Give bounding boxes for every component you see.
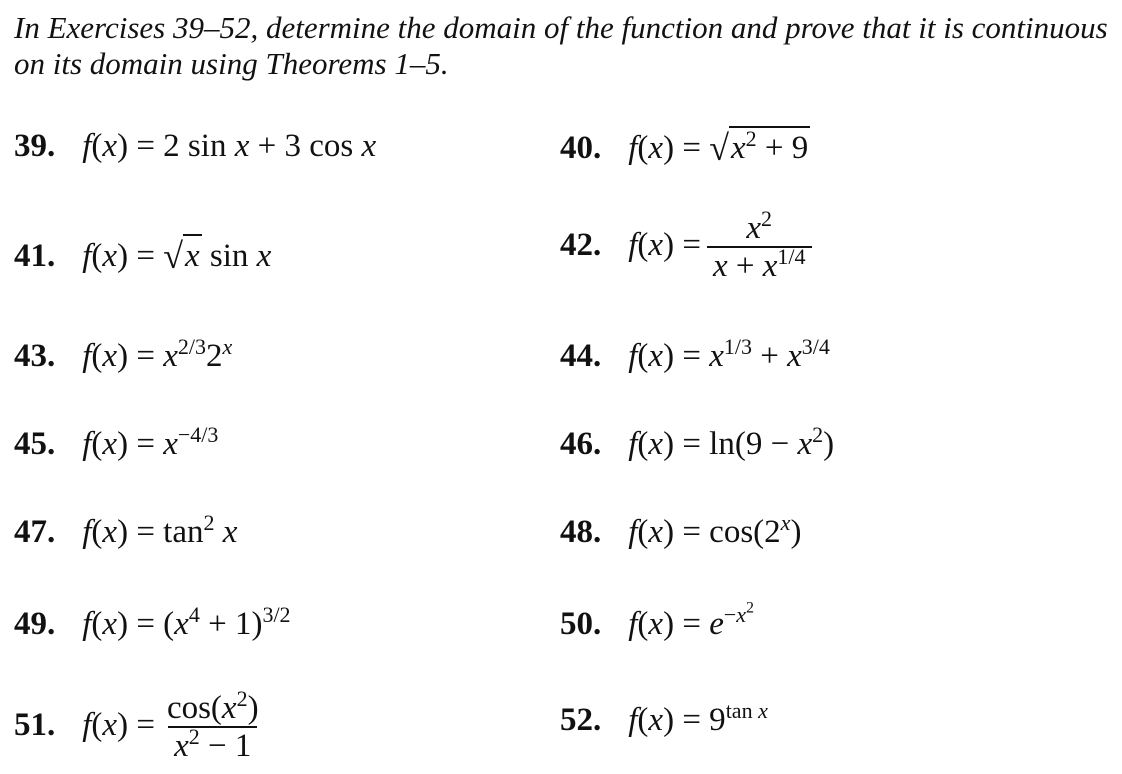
- exercise-number: 43.: [14, 338, 56, 374]
- exercise-46: [560, 421, 835, 464]
- exercise-number: 51.: [14, 706, 56, 743]
- exercise-number: 39.: [14, 128, 56, 164]
- exercise-40: [560, 126, 810, 168]
- exercise-expression: f(x) = $\frac{x^2}{x + x^{1/4}}$: [628, 227, 811, 263]
- exercise-number: 52.: [560, 702, 602, 738]
- exercise-expression: $f(x) = e^{-x^2}$: [628, 599, 755, 642]
- exercise-expression: $f(x) = √x^2 + 9$: [628, 125, 809, 168]
- exercise-number: 42.: [560, 226, 602, 263]
- exercise-51: [14, 685, 265, 764]
- exercise-number: 44.: [560, 338, 602, 374]
- exercise-47: [14, 509, 238, 552]
- exercise-expression: $f(x) = x^{1/3} + x^{3/4}$: [628, 333, 830, 374]
- exercise-number: 41.: [14, 238, 56, 274]
- exercise-number: 40.: [560, 130, 602, 166]
- exercise-number: 48.: [560, 514, 602, 550]
- exercise-52: [560, 697, 768, 740]
- exercise-expression: $f(x) = x^{-4/3}$: [82, 421, 219, 462]
- exercise-expression: $f(x) = \cos(2^x)$: [628, 509, 802, 550]
- exercise-expression: f(x) = 2 sin x + 3 cos x: [82, 128, 377, 164]
- instructions-text: In Exercises 39–52, determine the domain of the function and prove that it is continuous on its domain using Theorems 1–5.: [14, 10, 1108, 81]
- exercise-expression: $f(x) = \ln(9 - x^2)$: [628, 421, 835, 462]
- exercise-expression: $f(x) = x^{2/3}2^x$: [82, 333, 233, 374]
- exercise-number: 45.: [14, 426, 56, 462]
- exercise-expression: f(x) = √x sin x: [82, 236, 272, 276]
- exercise-50: [560, 599, 755, 644]
- exercise-expression: f(x) = $\frac{\cos(x^2)}{x^2 - 1}$: [82, 685, 259, 764]
- exercise-39: [14, 126, 376, 166]
- exercise-41: [14, 234, 271, 276]
- exercise-number: 50.: [560, 606, 602, 642]
- exercise-43: [14, 333, 233, 376]
- exercise-expression: $f(x) = \tan^2 x$: [82, 509, 238, 550]
- exercise-expression: $f(x) = 9^{tan x}$: [628, 697, 768, 738]
- exercise-number: 49.: [14, 606, 56, 642]
- exercise-49: [14, 601, 291, 644]
- exercise-number: 46.: [560, 426, 602, 462]
- exercise-number: 47.: [14, 514, 56, 550]
- exercise-44: [560, 333, 830, 376]
- exercise-45: [14, 421, 219, 464]
- exercise-42: [560, 205, 812, 284]
- exercise-48: [560, 509, 802, 552]
- exercise-expression: $f(x) = (x^4 + 1)^{3/2}$: [82, 601, 291, 642]
